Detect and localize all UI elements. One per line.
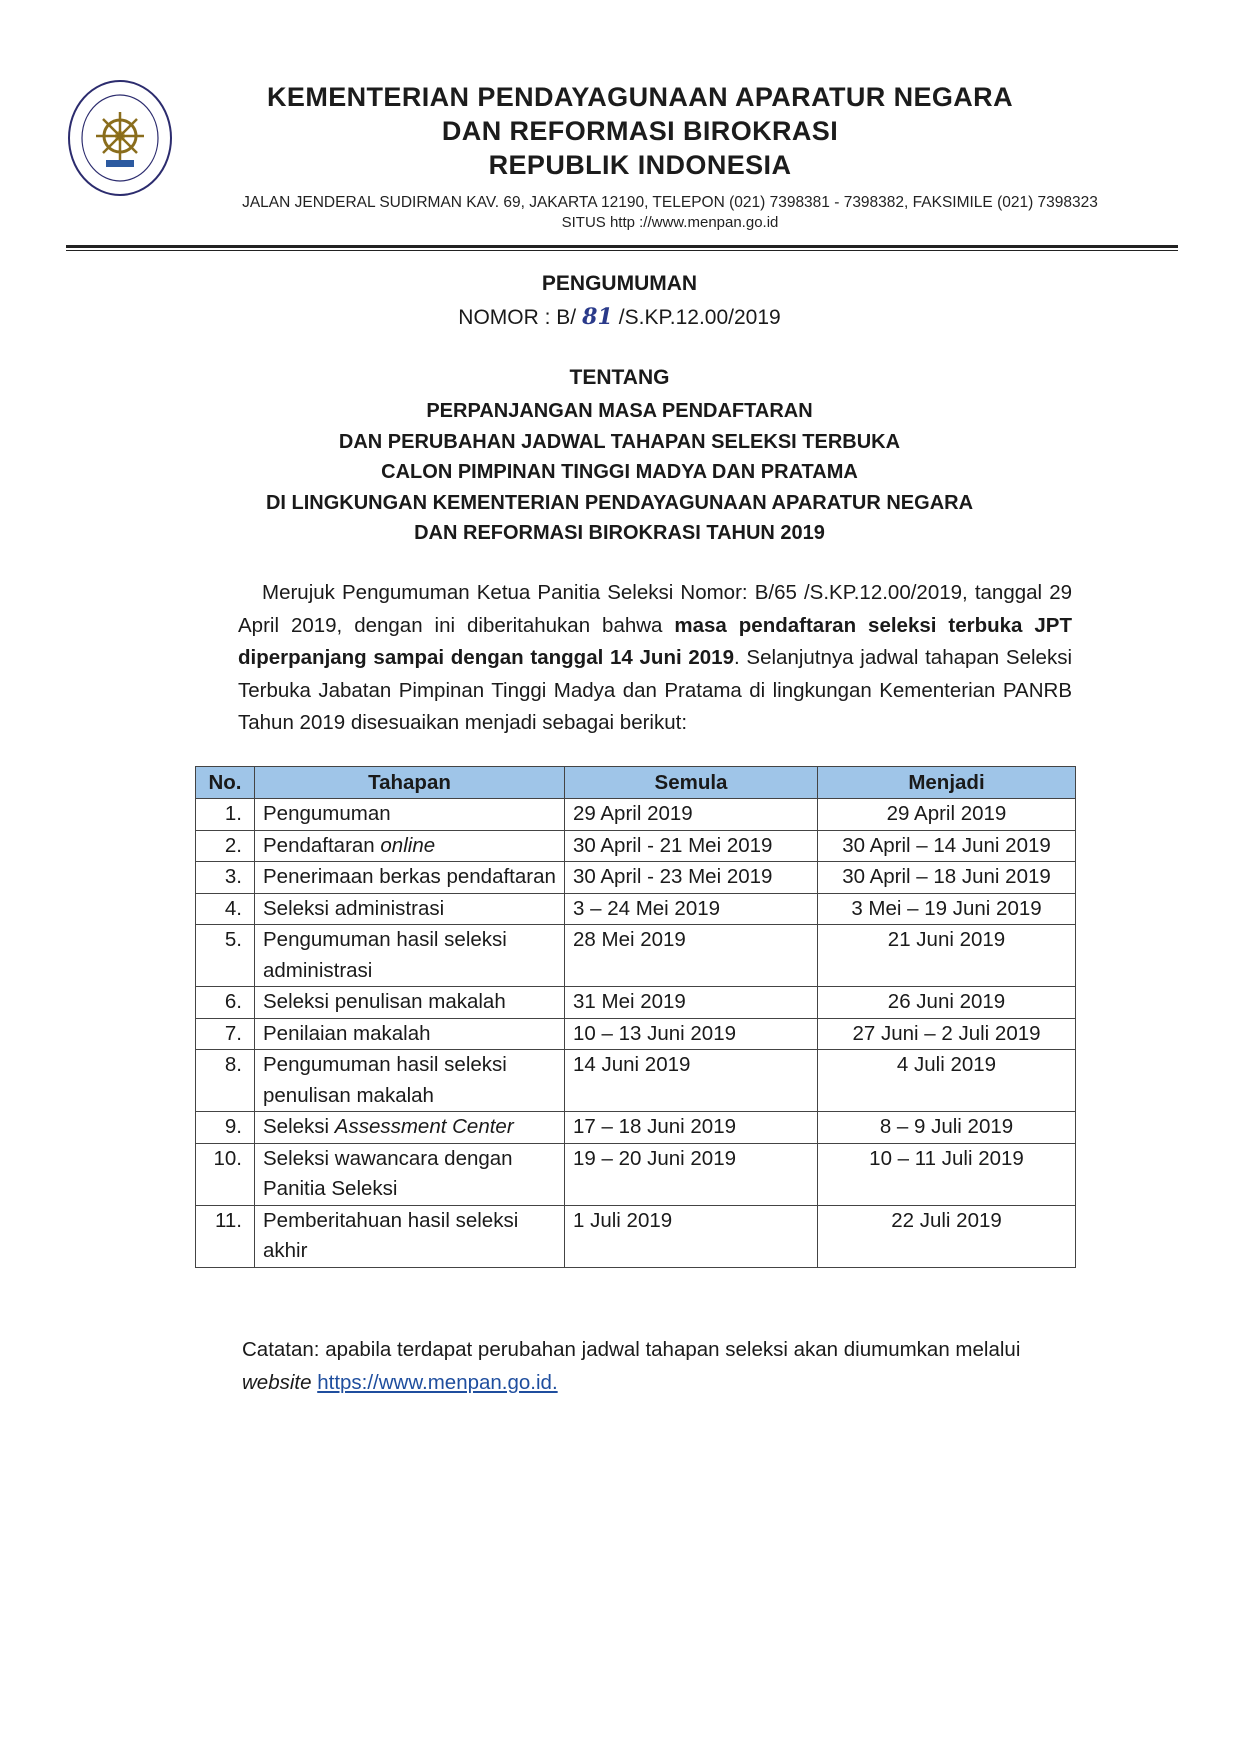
cell-menjadi: 4 Juli 2019 [818, 1050, 1076, 1112]
intro-text: Merujuk Pengumuman Ketua Panitia Seleksi Nomor: B/65 /S.KP.12.00/2019, tanggal 29 April 2019, dengan ini diberitahukan bahwa [238, 581, 1072, 637]
handwritten-number: 81 [582, 304, 613, 330]
cell-semula: 29 April 2019 [565, 799, 818, 831]
cell-tahapan: Seleksi Assessment Center [255, 1112, 565, 1144]
cell-menjadi: 22 Juli 2019 [818, 1205, 1076, 1267]
cell-tahapan: Pengumuman hasil seleksi administrasi [255, 925, 565, 987]
cell-no: 10. [196, 1143, 255, 1205]
cell-menjadi: 30 April – 18 Juni 2019 [818, 862, 1076, 894]
cell-semula: 3 – 24 Mei 2019 [565, 893, 818, 925]
table-row [196, 799, 1076, 831]
intro-bold-text: masa pendaftaran seleksi terbuka JPT diperpanjang sampai dengan tanggal 14 Juni 2019 [238, 613, 1072, 669]
ministry-seal-logo [66, 78, 174, 198]
cell-tahapan: Pengumuman hasil seleksi penulisan makalah [255, 1050, 565, 1112]
table-row [196, 1050, 1076, 1112]
cell-semula: 19 – 20 Juni 2019 [565, 1143, 818, 1205]
number-suffix: /S.KP.12.00/2019 [618, 306, 781, 329]
cell-semula: 1 Juli 2019 [565, 1205, 818, 1267]
table-header-row [196, 767, 1076, 799]
cell-no: 8. [196, 1050, 255, 1112]
ministry-website: SITUS http ://www.menpan.go.id [561, 214, 779, 231]
table-row [196, 1205, 1076, 1267]
table-row [196, 893, 1076, 925]
cell-menjadi: 3 Mei – 19 Juni 2019 [818, 893, 1076, 925]
cell-menjadi: 30 April – 14 Juni 2019 [818, 830, 1076, 862]
cell-no: 4. [196, 893, 255, 925]
subject-line: PERPANJANGAN MASA PENDAFTARAN [426, 400, 813, 422]
cell-menjadi: 10 – 11 Juli 2019 [818, 1143, 1076, 1205]
cell-no: 7. [196, 1018, 255, 1050]
cell-semula: 14 Juni 2019 [565, 1050, 818, 1112]
subject-line: DAN REFORMASI BIROKRASI TAHUN 2019 [414, 522, 825, 545]
letterhead-divider-thin [66, 250, 1178, 251]
header-semula: Semula [565, 767, 818, 799]
table-row [196, 1112, 1076, 1144]
cell-tahapan: Pemberitahuan hasil seleksi akhir [255, 1205, 565, 1267]
announcement-number [0, 304, 1239, 330]
ministry-name-line1: KEMENTERIAN PENDAYAGUNAAN APARATUR NEGARA [267, 82, 1013, 112]
cell-menjadi: 27 Juni – 2 Juli 2019 [818, 1018, 1076, 1050]
header-menjadi: Menjadi [818, 767, 1076, 799]
cell-semula: 10 – 13 Juni 2019 [565, 1018, 818, 1050]
about-label: TENTANG [569, 366, 670, 389]
table-row [196, 1143, 1076, 1205]
letterhead-divider-thick [66, 245, 1178, 248]
cell-no: 9. [196, 1112, 255, 1144]
number-prefix: NOMOR : B/ [458, 306, 577, 329]
subject-block [0, 396, 1239, 549]
note-website-word: website [242, 1370, 312, 1394]
cell-no: 6. [196, 987, 255, 1019]
cell-tahapan: Penilaian makalah [255, 1018, 565, 1050]
cell-no: 11. [196, 1205, 255, 1267]
cell-tahapan: Penerimaan berkas pendaftaran [255, 862, 565, 894]
cell-tahapan: Pengumuman [255, 799, 565, 831]
ministry-name-line2: DAN REFORMASI BIROKRASI [441, 116, 839, 146]
header-tahapan: Tahapan [255, 767, 565, 799]
cell-semula: 30 April - 21 Mei 2019 [565, 830, 818, 862]
ministry-address: JALAN JENDERAL SUDIRMAN KAV. 69, JAKARTA 12190, TELEPON (021) 7398381 - 7398382, FAKSIMILE (021) 7398323 [242, 194, 1098, 211]
cell-no: 1. [196, 799, 255, 831]
subject-line: DAN PERUBAHAN JADWAL TAHAPAN SELEKSI TERBUKA [338, 430, 901, 453]
table-row [196, 925, 1076, 987]
cell-tahapan: Pendaftaran online [255, 830, 565, 862]
table-row [196, 1018, 1076, 1050]
cell-semula: 30 April - 23 Mei 2019 [565, 862, 818, 894]
cell-menjadi: 21 Juni 2019 [818, 925, 1076, 987]
cell-semula: 28 Mei 2019 [565, 925, 818, 987]
cell-no: 3. [196, 862, 255, 894]
cell-no: 5. [196, 925, 255, 987]
cell-tahapan: Seleksi penulisan makalah [255, 987, 565, 1019]
announcement-heading: PENGUMUMAN [541, 272, 698, 295]
intro-paragraph [238, 577, 1072, 740]
cell-semula: 31 Mei 2019 [565, 987, 818, 1019]
intro-end-text: . Selanjutnya jadwal tahapan Seleksi Terbuka Jabatan Pimpinan Tinggi Madya dan Pratama di lingkungan Kementerian PANRB Tahun 2019 disesuaikan menjadi sebagai berikut: [238, 646, 1073, 734]
cell-menjadi: 8 – 9 Juli 2019 [818, 1112, 1076, 1144]
note-text: Catatan: apabila terdapat perubahan jadwal tahapan seleksi akan diumumkan melalui [242, 1338, 1021, 1361]
cell-tahapan: Seleksi wawancara dengan Panitia Seleksi [255, 1143, 565, 1205]
cell-semula: 17 – 18 Juni 2019 [565, 1112, 818, 1144]
cell-menjadi: 26 Juni 2019 [818, 987, 1076, 1019]
cell-tahapan: Seleksi administrasi [255, 893, 565, 925]
table-row [196, 830, 1076, 862]
cell-no: 2. [196, 830, 255, 862]
website-link[interactable]: https://www.menpan.go.id. [317, 1370, 558, 1394]
schedule-table [195, 766, 1076, 1268]
header-no: No. [196, 767, 255, 799]
note-paragraph [242, 1334, 1082, 1399]
table-row [196, 987, 1076, 1019]
subject-line: CALON PIMPINAN TINGGI MADYA DAN PRATAMA [381, 461, 858, 484]
ministry-name-line3: REPUBLIK INDONESIA [488, 150, 792, 180]
subject-line: DI LINGKUNGAN KEMENTERIAN PENDAYAGUNAAN APARATUR NEGARA [265, 491, 974, 514]
table-row [196, 862, 1076, 894]
cell-menjadi: 29 April 2019 [818, 799, 1076, 831]
table-body [196, 799, 1076, 1268]
